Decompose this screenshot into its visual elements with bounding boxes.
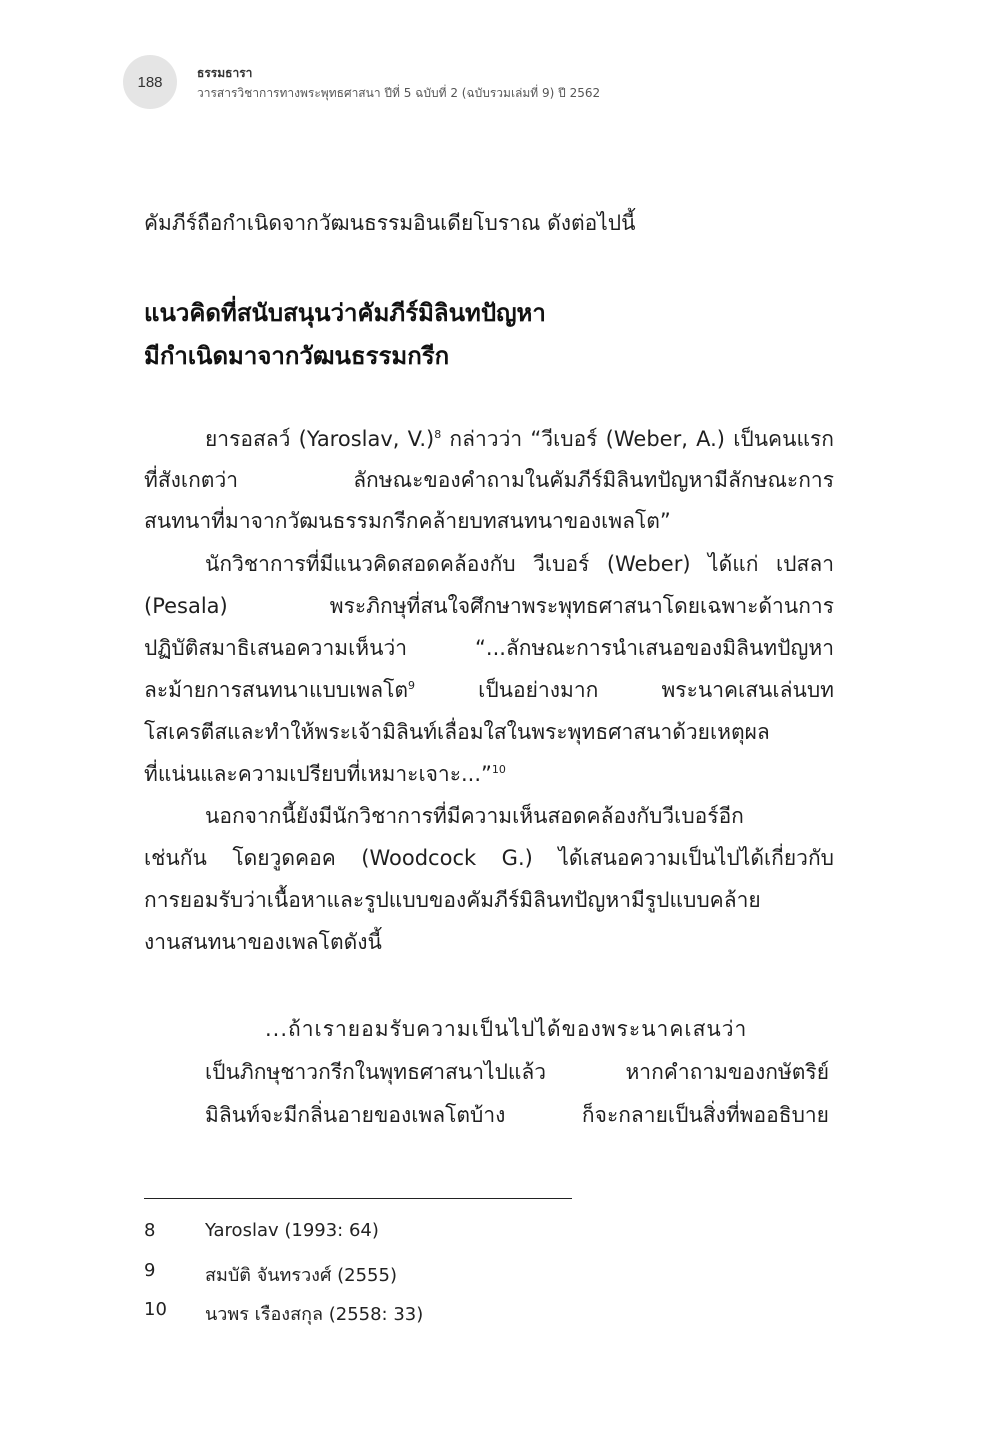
journal-name: ธรรมธารา (197, 66, 253, 80)
p2-text-b: เป็นอย่างมาก พระนาคเสนเล่นบท (415, 678, 834, 702)
footnote-text: สมบัติ จันทรวงศ์ (2555) (205, 1265, 397, 1286)
footnote-number: 10 (144, 1299, 167, 1320)
p1-text-a: ยารอสลว์ (Yaroslav, V.) (205, 427, 435, 451)
paragraph-2-line-2: (Pesala) พระภิกษุที่สนใจศึกษาพระพุทธศาสนาโดยเฉพาะด้านการ (144, 594, 834, 618)
paragraph-1-line-1 (205, 423, 834, 456)
paragraph-1-line-3: สนทนาที่มาจากวัฒนธรรมกรีกคล้ายบทสนทนาของเพลโต” (144, 509, 671, 533)
section-heading-line2: มีกำเนิดมาจากวัฒนธรรมกรีก (144, 341, 450, 370)
footnote-ref-9: 9 (408, 679, 416, 692)
footnote-ref-10: 10 (491, 763, 506, 776)
footnote-number: 8 (144, 1220, 156, 1241)
paragraph-2-line-1: นักวิชาการที่มีแนวคิดสอดคล้องกับ วีเบอร์ (Weber) ได้แก่ เปสลา (205, 552, 834, 576)
paragraph-2-line-3: ปฏิบัติสมาธิเสนอความเห็นว่า “...ลักษณะการนำเสนอของมิลินทปัญหา (144, 636, 834, 660)
footnote-text: Yaroslav (1993: 64) (205, 1220, 379, 1241)
paragraph-2-line-4 (144, 674, 834, 707)
quote-line-2: เป็นภิกษุชาวกรีกในพุทธศาสนาไปแล้ว หากคำถามของกษัตริย์ (205, 1060, 829, 1084)
paragraph-2-line-5: โสเครตีสและทำให้พระเจ้ามิลินท์เลื่อมใสในพระพุทธศาสนาด้วยเหตุผล (144, 720, 770, 744)
paragraph-2-line-6 (144, 758, 834, 791)
paragraph-3-line-4: งานสนทนาของเพลโตดังนี้ (144, 930, 382, 954)
footnote-text: นวพร เรืองสกุล (2558: 33) (205, 1304, 424, 1325)
paragraph-3-line-3: การยอมรับว่าเนื้อหาและรูปแบบของคัมภีร์มิลินทปัญหามีรูปแบบคล้าย (144, 888, 761, 912)
p2-text-c: ที่แน่นและความเปรียบที่เหมาะเจาะ...” (144, 762, 492, 786)
paragraph-3-line-2: เช่นกัน โดยวูดคอค (Woodcock G.) ได้เสนอความเป็นไปได้เกี่ยวกับ (144, 846, 834, 870)
paragraph-3-line-1: นอกจากนี้ยังมีนักวิชาการที่มีความเห็นสอดคล้องกับวีเบอร์อีก (205, 804, 744, 828)
section-heading-line1: แนวคิดที่สนับสนุนว่าคัมภีร์มิลินทปัญหา (144, 298, 546, 327)
quote-line-1: ...ถ้าเรายอมรับความเป็นไปได้ของพระนาคเสนว่า (265, 1017, 748, 1041)
p1-text-b: กล่าวว่า “วีเบอร์ (Weber, A.) เป็นคนแรก (441, 427, 834, 451)
intro-line: คัมภีร์ถือกำเนิดจากวัฒนธรรมอินเดียโบราณ ดังต่อไปนี้ (144, 211, 636, 235)
footnote-divider (144, 1198, 572, 1199)
quote-line-3: มิลินท์จะมีกลิ่นอายของเพลโตบ้าง ก็จะกลายเป็นสิ่งที่พออธิบาย (205, 1103, 829, 1127)
page-number-badge: 188 (123, 55, 177, 109)
footnote-number: 9 (144, 1260, 156, 1281)
footnote-ref-8: 8 (434, 428, 442, 441)
journal-subtitle: วารสารวิชาการทางพระพุทธศาสนา ปีที่ 5 ฉบับที่ 2 (ฉบับรวมเล่มที่ 9) ปี 2562 (197, 86, 601, 100)
paragraph-1-line-2: ที่สังเกตว่า ลักษณะของคำถามในคัมภีร์มิลินทปัญหามีลักษณะการ (144, 468, 834, 492)
p2-text-a: ละม้ายการสนทนาแบบเพลโต (144, 678, 409, 702)
